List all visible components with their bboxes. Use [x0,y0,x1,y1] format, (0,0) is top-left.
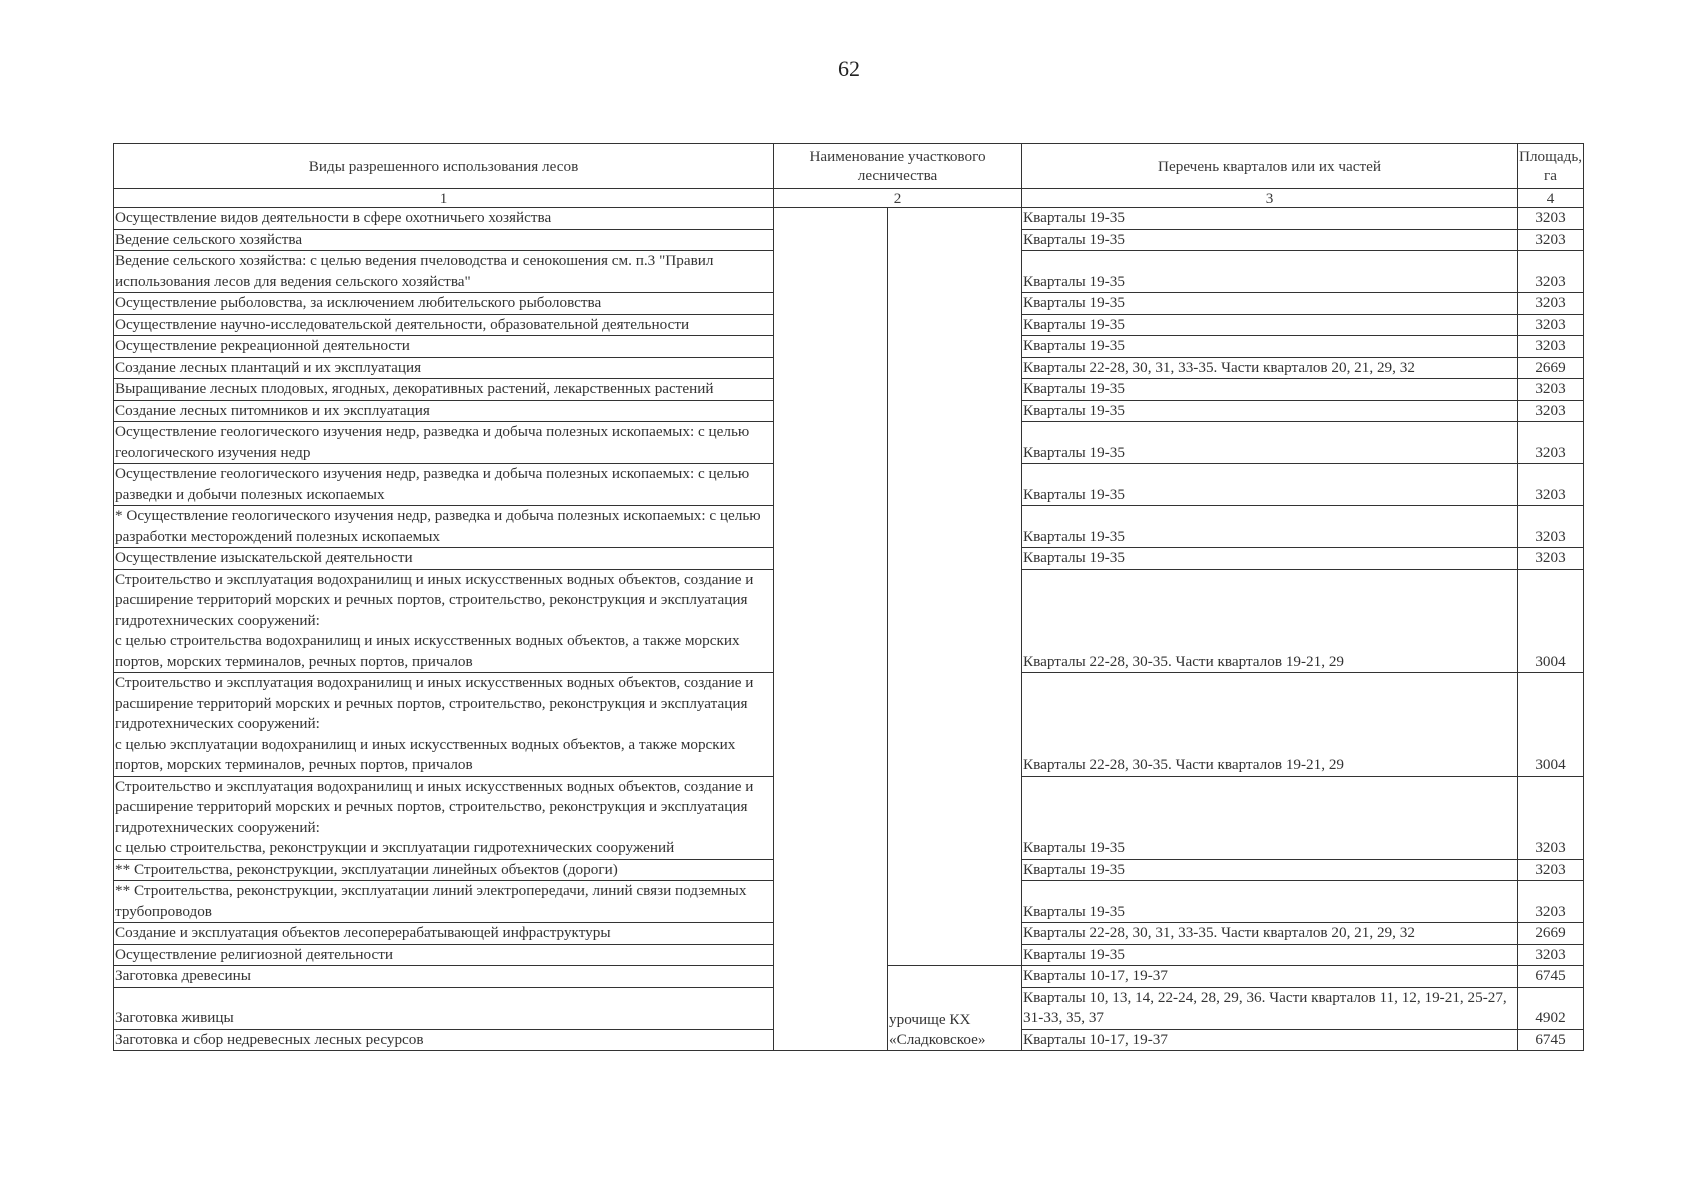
quarters-cell: Кварталы 22-28, 30-35. Части кварталов 19-21, 29 [1022,673,1518,777]
use-type-cell: Осуществление геологического изучения недр, разведка и добыча полезных ископаемых: с целью геологического изучения недр [114,422,774,464]
header-forestry-name: Наименование участкового лесничества [774,144,1022,189]
use-type-cell: Строительство и эксплуатация водохранилищ и иных искусственных водных объектов, создание и расширение территорий морских и речных портов, строительство, реконструкция и эксплуатация гидротехнических сооружений: с целью строительства, реконструкции и эксплуатации гидротехнических сооружений [114,776,774,859]
quarters-cell: Кварталы 22-28, 30, 31, 33-35. Части кварталов 20, 21, 29, 32 [1022,357,1518,379]
use-type-cell: Заготовка и сбор недревесных лесных ресурсов [114,1029,774,1051]
column-number: 1 [114,189,774,208]
quarters-cell: Кварталы 19-35 [1022,229,1518,251]
quarters-cell: Кварталы 19-35 [1022,379,1518,401]
header-area: Площадь, га [1518,144,1584,189]
area-cell: 3203 [1518,944,1584,966]
quarters-cell: Кварталы 22-28, 30, 31, 33-35. Части кварталов 20, 21, 29, 32 [1022,923,1518,945]
use-type-cell: Ведение сельского хозяйства: с целью ведения пчеловодства и сенокошения см. п.3 "Правил использования лесов для ведения сельского хозяйства" [114,251,774,293]
quarters-cell: Кварталы 10-17, 19-37 [1022,1029,1518,1051]
use-type-cell: Выращивание лесных плодовых, ягодных, декоративных растений, лекарственных растений [114,379,774,401]
header-use-types: Виды разрешенного использования лесов [114,144,774,189]
area-cell: 3203 [1518,506,1584,548]
area-cell: 3203 [1518,293,1584,315]
use-type-cell: Строительство и эксплуатация водохранилищ и иных искусственных водных объектов, создание и расширение территорий морских и речных портов, строительство, реконструкция и эксплуатация гидротехнических сооружений: с целью строительства водохранилищ и иных искусственных водных объектов, а также морских портов, морских терминалов, речных портов, причалов [114,569,774,673]
quarters-cell: Кварталы 10-17, 19-37 [1022,966,1518,988]
use-type-cell: Заготовка древесины [114,966,774,988]
use-type-cell: Строительство и эксплуатация водохранилищ и иных искусственных водных объектов, создание и расширение территорий морских и речных портов, строительство, реконструкция и эксплуатация гидротехнических сооружений: с целью эксплуатации водохранилищ и иных искусственных водных объектов, а также морских портов, морских терминалов, речных портов, причалов [114,673,774,777]
use-type-cell: Осуществление изыскательской деятельности [114,548,774,570]
forestry-cell-right [888,208,1022,966]
quarters-cell: Кварталы 19-35 [1022,336,1518,358]
column-number-row [114,189,1584,208]
quarters-cell: Кварталы 19-35 [1022,400,1518,422]
table-body [114,208,1584,1051]
use-type-cell: ** Строительства, реконструкции, эксплуатации линейных объектов (дороги) [114,859,774,881]
use-type-cell: Осуществление религиозной деятельности [114,944,774,966]
column-number: 2 [774,189,1022,208]
area-cell: 4902 [1518,987,1584,1029]
quarters-cell: Кварталы 19-35 [1022,422,1518,464]
area-cell: 3203 [1518,314,1584,336]
quarters-cell: Кварталы 19-35 [1022,859,1518,881]
forestry-name-line: урочище КХ [889,1011,971,1028]
use-type-cell: Создание и эксплуатация объектов лесоперерабатывающей инфраструктуры [114,923,774,945]
area-cell: 2669 [1518,357,1584,379]
quarters-cell: Кварталы 19-35 [1022,944,1518,966]
quarters-cell: Кварталы 19-35 [1022,506,1518,548]
use-type-cell: Осуществление рыболовства, за исключением любительского рыболовства [114,293,774,315]
area-cell: 3203 [1518,881,1584,923]
area-cell: 6745 [1518,966,1584,988]
area-cell: 3203 [1518,776,1584,859]
area-cell: 3203 [1518,229,1584,251]
area-cell: 2669 [1518,923,1584,945]
use-type-cell: Осуществление рекреационной деятельности [114,336,774,358]
quarters-cell: Кварталы 19-35 [1022,208,1518,230]
page-number: 62 [838,56,860,81]
area-cell: 3203 [1518,422,1584,464]
area-cell: 3203 [1518,400,1584,422]
use-type-cell: ** Строительства, реконструкции, эксплуатации линий электропередачи, линий связи подземных трубопроводов [114,881,774,923]
area-cell: 3004 [1518,569,1584,673]
area-cell: 3203 [1518,251,1584,293]
quarters-cell: Кварталы 19-35 [1022,881,1518,923]
area-cell: 3203 [1518,379,1584,401]
use-type-cell: Ведение сельского хозяйства [114,229,774,251]
quarters-cell: Кварталы 22-28, 30-35. Части кварталов 19-21, 29 [1022,569,1518,673]
forest-use-table [113,143,1584,1051]
area-cell: 3004 [1518,673,1584,777]
header-quarters: Перечень кварталов или их частей [1022,144,1518,189]
quarters-cell: Кварталы 19-35 [1022,776,1518,859]
forestry-name-cell [888,966,1022,1051]
use-type-cell: Осуществление научно-исследовательской деятельности, образовательной деятельности [114,314,774,336]
area-cell: 6745 [1518,1029,1584,1051]
area-cell: 3203 [1518,464,1584,506]
use-type-cell: Заготовка живицы [114,987,774,1029]
forestry-name-line: «Сладковское» [889,1031,986,1048]
header-row [114,144,1584,189]
use-type-cell: Создание лесных питомников и их эксплуатация [114,400,774,422]
area-cell: 3203 [1518,859,1584,881]
area-cell: 3203 [1518,208,1584,230]
quarters-cell: Кварталы 19-35 [1022,464,1518,506]
quarters-cell: Кварталы 19-35 [1022,314,1518,336]
quarters-cell: Кварталы 19-35 [1022,251,1518,293]
use-type-cell: * Осуществление геологического изучения недр, разведка и добыча полезных ископаемых: с целью разработки месторождений полезных ископаемых [114,506,774,548]
quarters-cell: Кварталы 19-35 [1022,293,1518,315]
area-cell: 3203 [1518,336,1584,358]
use-type-cell: Осуществление видов деятельности в сфере охотничьего хозяйства [114,208,774,230]
column-number: 4 [1518,189,1584,208]
use-type-cell: Осуществление геологического изучения недр, разведка и добыча полезных ископаемых: с целью разведки и добычи полезных ископаемых [114,464,774,506]
quarters-cell: Кварталы 19-35 [1022,548,1518,570]
area-cell: 3203 [1518,548,1584,570]
column-number: 3 [1022,189,1518,208]
forestry-cell-left [774,208,888,1051]
use-type-cell: Создание лесных плантаций и их эксплуатация [114,357,774,379]
quarters-cell: Кварталы 10, 13, 14, 22-24, 28, 29, 36. Части кварталов 11, 12, 19-21, 25-27, 31-33, 35, 37 [1022,987,1518,1029]
table-row [114,208,1584,230]
